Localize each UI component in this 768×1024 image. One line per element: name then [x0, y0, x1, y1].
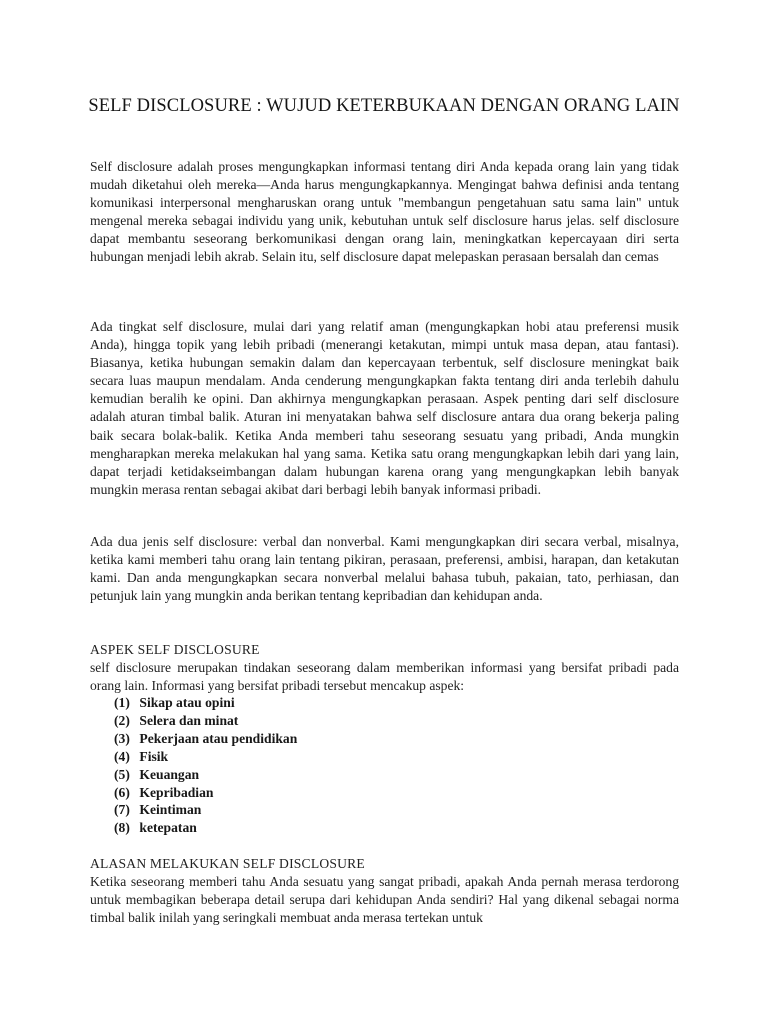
- list-item-number: (3): [114, 730, 130, 746]
- list-item-number: (6): [114, 784, 130, 800]
- list-item-label: Keuangan: [139, 766, 200, 782]
- list-item: [114, 712, 297, 730]
- aspect-list: [114, 694, 297, 837]
- list-item-label: Pekerjaan atau pendidikan: [139, 730, 298, 746]
- list-item-label: Fisik: [139, 748, 169, 764]
- list-item: [114, 784, 297, 802]
- list-item: [114, 730, 297, 748]
- list-item-label: Kepribadian: [139, 784, 214, 800]
- list-item: [114, 819, 297, 837]
- heading-alasan: ALASAN MELAKUKAN SELF DISCLOSURE: [90, 856, 365, 871]
- list-item: [114, 748, 297, 766]
- paragraph-aspek: self disclosure merupakan tindakan seseorang dalam memberikan informasi yang bersifat pribadi pada orang lain. Informasi yang bersifat pribadi tersebut mencakup aspek:: [90, 660, 679, 694]
- list-item-label: Keintiman: [139, 802, 202, 818]
- list-item-number: (1): [114, 695, 130, 710]
- paragraph-definition: Self disclosure adalah proses mengungkapkan informasi tentang diri Anda kepada orang lain yang tidak mudah diketahui oleh mereka—Anda harus mengungkapkannya. Mengingat bahwa definisi anda tentang komunikasi interpersonal mengharuskan orang untuk "membangun pengetahuan satu sama lain" untuk mengenal mereka sebagai individu yang unik, kebutuhan untuk self disclosure harus jelas. self disclosure dapat membantu seseorang berkomunikasi dengan orang lain, meningkatkan kepercayaan diri serta hubungan menjadi lebih akrab. Selain itu, self disclosure dapat melepaskan perasaan bersalah dan cemas: [90, 159, 679, 265]
- list-item-number: (8): [114, 820, 130, 836]
- list-item-label: Sikap atau opini: [139, 695, 235, 710]
- list-item: [114, 801, 297, 819]
- list-item: [114, 766, 297, 784]
- document-title: SELF DISCLOSURE : WUJUD KETERBUKAAN DENGAN ORANG LAIN: [88, 96, 680, 116]
- list-item: [114, 694, 297, 712]
- list-item-label: Selera dan minat: [139, 712, 239, 728]
- list-item-number: (4): [114, 748, 130, 764]
- list-item-number: (5): [114, 766, 130, 782]
- paragraph-types: Ada dua jenis self disclosure: verbal dan nonverbal. Kami mengungkapkan diri secara verbal, misalnya, ketika kami memberi tahu orang lain tentang pikiran, perasaan, preferensi, ambisi, harapan, dan ketakutan kami. Dan anda mengungkapkan secara nonverbal melalui bahasa tubuh, pakaian, tato, perhiasan, dan petunjuk lain yang mungkin anda berikan tentang kepribadian dan kehidupan anda.: [90, 534, 679, 604]
- list-item-number: (2): [114, 712, 130, 728]
- paragraph-levels: Ada tingkat self disclosure, mulai dari yang relatif aman (mengungkapkan hobi atau preferensi musik Anda), hingga topik yang lebih pribadi (menerangi ketakutan, mimpi untuk masa depan, atau fantasi). Biasanya, ketika hubungan semakin dalam dan kepercayaan terbentuk, self disclosure meningkat baik secara luas maupun mendalam. Anda cenderung mengungkapkan fakta tentang diri anda terlebih dahulu kemudian beralih ke opini. Dan akhirnya mengungkapkan perasaan. Aspek penting dari self disclosure adalah aturan timbal balik. Aturan ini menyatakan bahwa self disclosure antara dua orang bekerja paling baik secara bolak-balik. Ketika Anda memberi tahu seseorang sesuatu yang pribadi, Anda mungkin mengharapkan mereka melakukan hal yang sama. Ketika satu orang mengungkapkan lebih dari yang lain, dapat terjadi ketidakseimbangan dalam hubungan karena orang yang mengungkapkan lebih banyak mungkin merasa rentan sebagai akibat dari berbagi lebih banyak informasi pribadi.: [90, 319, 679, 497]
- list-item-number: (7): [114, 802, 130, 818]
- list-item-label: ketepatan: [139, 820, 197, 836]
- heading-aspek: ASPEK SELF DISCLOSURE: [90, 642, 260, 657]
- paragraph-alasan: Ketika seseorang memberi tahu Anda sesuatu yang sangat pribadi, apakah Anda pernah merasa terdorong untuk membagikan beberapa detail serupa dari kehidupan Anda sendiri? Hal yang dikenal sebagai norma timbal balik inilah yang seringkali membuat anda merasa tertekan untuk: [90, 874, 679, 926]
